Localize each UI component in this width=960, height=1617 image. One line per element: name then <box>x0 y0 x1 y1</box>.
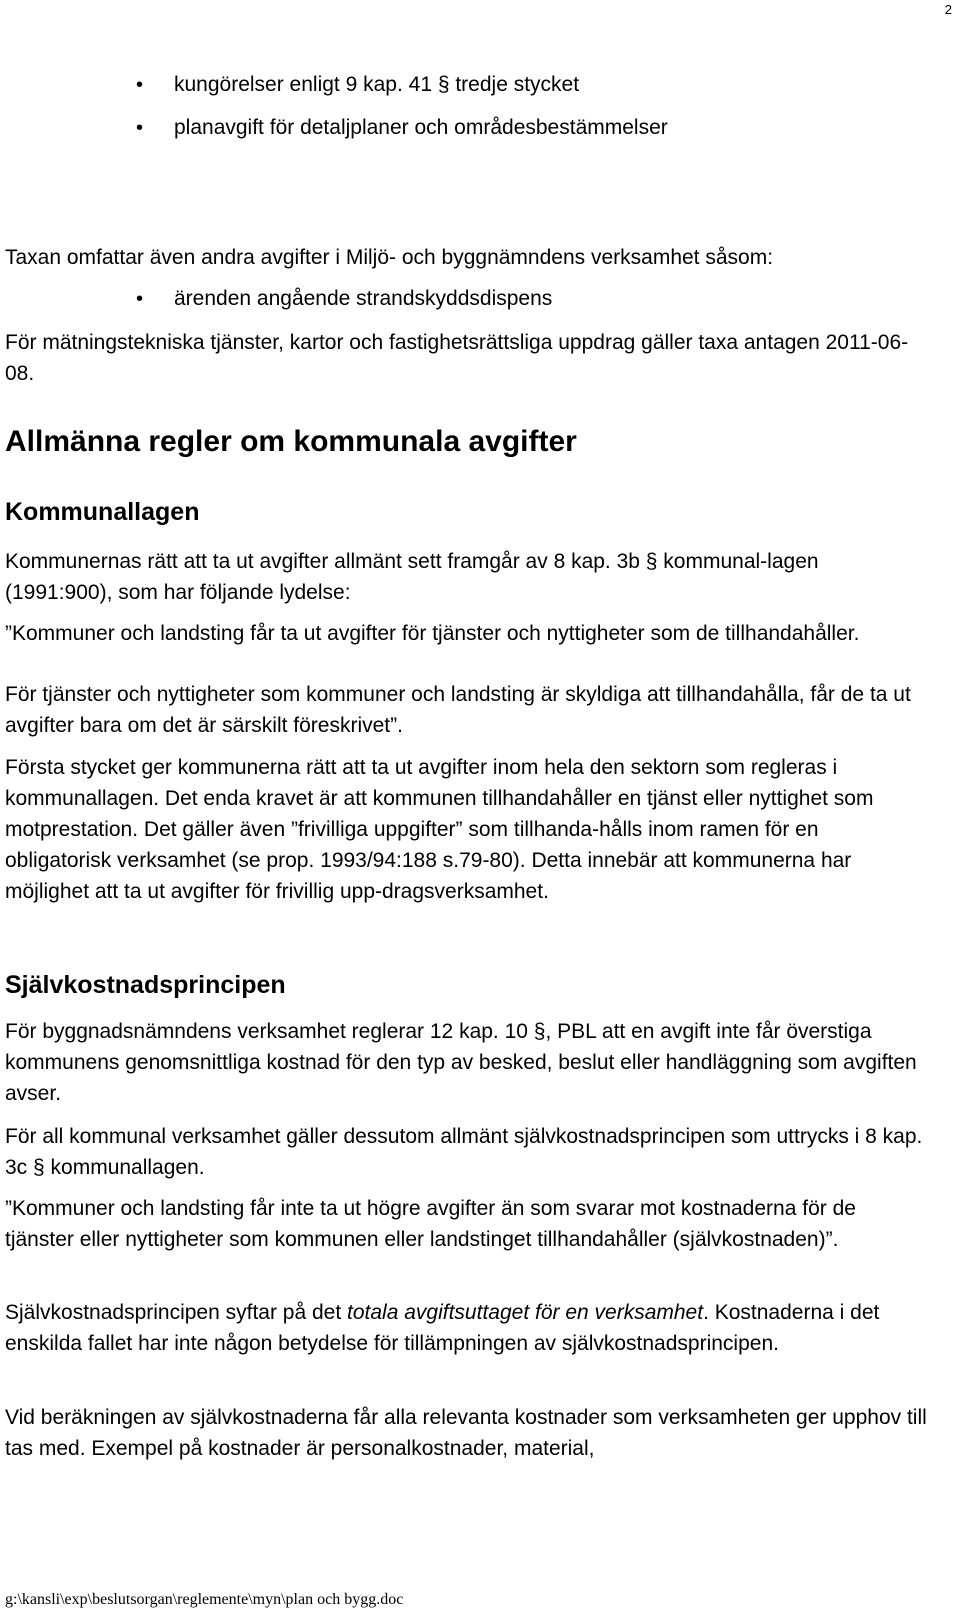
kommunallagen-paragraph-1: Kommunernas rätt att ta ut avgifter allmänt sett framgår av 8 kap. 3b § kommunal-lagen (1991:900), som har följande lydelse: <box>5 550 819 604</box>
footer-file-path: g:\kansli\exp\beslutsorgan\reglemente\myn\plan och bygg.doc <box>5 1591 404 1608</box>
sjalvkostnad-paragraph-2: För all kommunal verksamhet gäller dessutom allmänt självkostnadsprincipen som uttrycks i 8 kap. 3c § kommunallagen. <box>5 1125 923 1179</box>
kommunallagen-quote-1: ”Kommuner och landsting får ta ut avgifter för tjänster och nyttigheter som de tillhandahåller. <box>5 622 860 645</box>
list-item: • kungörelser enligt 9 kap. 41 § tredje stycket <box>0 72 930 98</box>
list-item: • planavgift för detaljplaner och områdesbestämmelser <box>0 115 930 141</box>
kommunallagen-paragraph-2: Första stycket ger kommunerna rätt att ta ut avgifter inom hela den sektorn som regleras i kommunallagen. Det enda kravet är att kommunen tillhandahåller en tjänst eller nyttighet som motprestation. Det gäller även ”frivilliga uppgifter” som tillhanda-hålls inom ramen för en obligatorisk verksamhet (se prop. 1993/94:188 s.79-80). Detta innebär att kommunerna har möjlighet att ta ut avgifter för frivillig upp-dragsverksamhet. <box>5 756 874 903</box>
heading-sjalvkostnadsprincipen: Självkostnadsprincipen <box>5 971 286 999</box>
sjalvkostnad-p3-text-b: . Kostnaderna i det enskilda fallet har inte någon betydelse för tillämpningen av självkostnadsprincipen. <box>5 1301 880 1355</box>
measurement-paragraph: För mätningstekniska tjänster, kartor och fastighetsrättsliga uppdrag gäller taxa antagen 2011-06-08. <box>5 331 909 385</box>
bullet-list-mid <box>0 286 930 312</box>
intro-paragraph: Taxan omfattar även andra avgifter i Miljö- och byggnämndens verksamhet såsom: <box>5 246 774 269</box>
sjalvkostnad-quote: ”Kommuner och landsting får inte ta ut högre avgifter än som svarar mot kostnaderna för de tjänster eller nyttigheter som kommunen eller landstinget tillhandahåller (självkostnaden)”. <box>5 1197 856 1251</box>
kommunallagen-quote-2: För tjänster och nyttigheter som kommuner och landsting är skyldiga att tillhandahålla, får de ta ut avgifter bara om det är särskilt föreskrivet”. <box>5 683 911 737</box>
list-item: • ärenden angående strandskyddsdispens <box>0 286 930 312</box>
sjalvkostnad-paragraph-4: Vid beräkningen av självkostnaderna får alla relevanta kostnader som verksamheten ger upphov till tas med. Exempel på kostnader är personalkostnader, material, <box>5 1406 927 1460</box>
sjalvkostnad-paragraph-1: För byggnadsnämndens verksamhet reglerar 12 kap. 10 §, PBL att en avgift inte får överstiga kommunens genomsnittliga kostnad för den typ av besked, beslut eller handläggning som avgiften avser. <box>5 1020 917 1105</box>
heading-kommunallagen: Kommunallagen <box>5 498 200 526</box>
bullet-list-top <box>0 72 930 141</box>
sjalvkostnad-p3-emphasis: totala avgiftsuttaget för en verksamhet <box>347 1301 704 1324</box>
sjalvkostnad-paragraph-3 <box>5 1297 930 1359</box>
sjalvkostnad-p3-text-a: Självkostnadsprincipen syftar på det <box>5 1301 348 1324</box>
heading-main: Allmänna regler om kommunala avgifter <box>5 425 577 458</box>
page-number: 2 <box>944 2 952 17</box>
